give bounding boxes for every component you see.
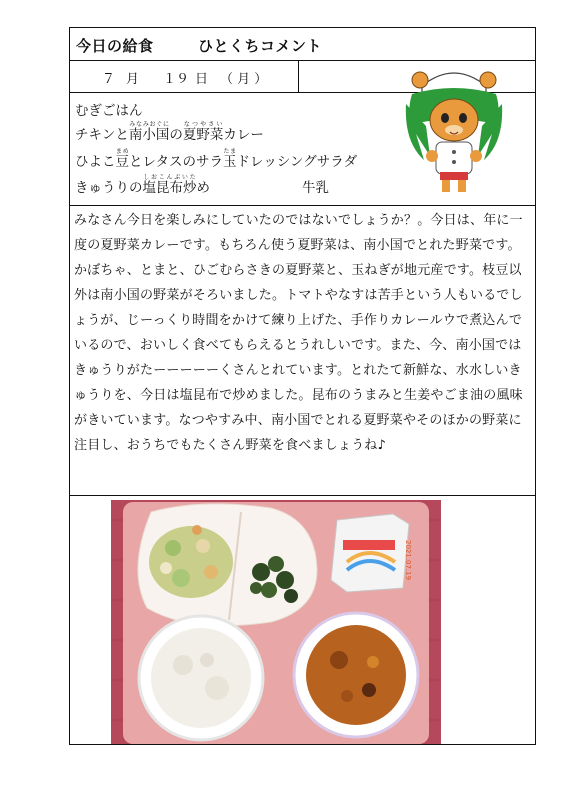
photo-date-stamp: 2021.07.19 <box>404 540 412 581</box>
title-row <box>70 28 535 61</box>
date-day: １９ <box>163 72 190 87</box>
mascot-character-icon <box>402 64 506 194</box>
menu-item-salad: ひよこ豆まめとレタスのサラ玉たまドレッシングサラダ <box>75 148 358 170</box>
lunch-photo <box>111 500 441 744</box>
menu-item-rice: むぎごはん <box>75 103 143 119</box>
photo-row <box>70 496 535 746</box>
menu-item-cucumber: きゅうりの塩昆布炒しおこんぶいため <box>75 174 210 196</box>
rice-bowl <box>139 616 263 740</box>
comment-row <box>70 206 535 496</box>
milk-carton <box>331 514 412 592</box>
date-weekday: （ 月 ） <box>220 72 268 87</box>
curry-bowl <box>294 613 418 737</box>
date-day-unit: 日 <box>195 72 209 87</box>
date-month: ７ <box>102 72 116 87</box>
menu-item-milk: 牛乳 <box>302 180 329 196</box>
menu-item-curry: チキンと南小国みなみおぐにの夏野菜なつやさいカレー <box>75 121 264 143</box>
date-cell <box>70 61 299 92</box>
comment-text: みなさん今日を楽しみにしていたのではないでしょうか？。今日は、年に一度の夏野菜カレーです。もちろん使う夏野菜は、南小国でとれた野菜です。かぼちゃ、とまと、ひごむらさきの夏野菜と、玉ねぎが地元産です。枝豆以外は南小国の野菜がそろいました。トマトやなすは苦手という人もいるでしょうが、じーっくり時間をかけて練り上げた、手作りカレールウで煮込んでいるので、おいしく食べてもらえるとうれしいです。また、今、南小国ではきゅうりがたーーーーーくさんとれています。とれたて新鮮な、水水しいきゅうりを、今日は塩昆布で炒めました。昆布のうまみと生姜やごま油の風味がきいています。なつやすみ中、南小国でとれる夏野菜やそのほかの野菜に注目し、おうちでもたくさん野菜を食べましょうね♪ <box>74 213 523 453</box>
date-month-unit: 月 <box>126 72 140 87</box>
page-subtitle: ひとくちコメント <box>198 37 323 55</box>
lunch-sheet <box>69 27 536 745</box>
page-title: 今日の給食 <box>76 37 154 55</box>
